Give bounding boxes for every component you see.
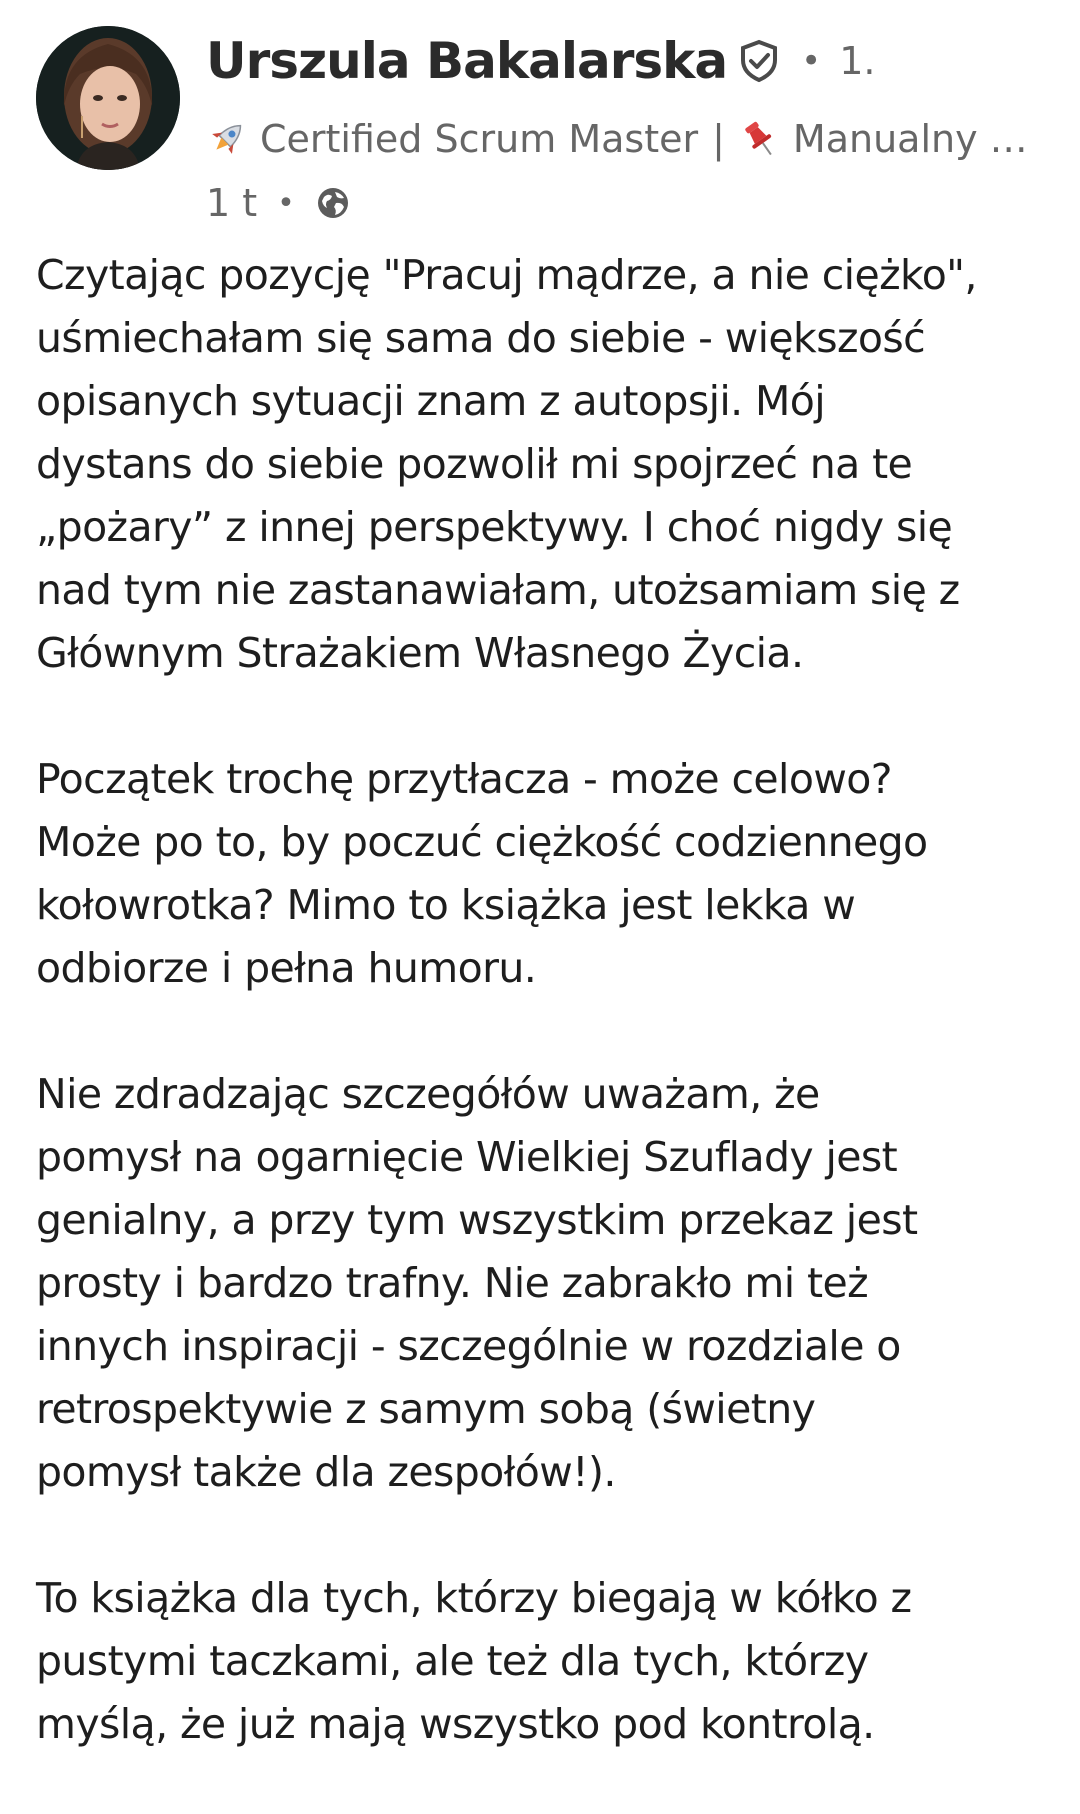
text-line: pomysł na ogarnięcie Wielkiej Szuflady jest <box>36 1133 898 1181</box>
text-line: pomysł także dla zespołów!). <box>36 1448 616 1496</box>
author-line <box>206 30 875 92</box>
paragraph <box>36 244 1046 685</box>
pushpin-icon <box>739 118 781 160</box>
post-meta <box>206 178 351 228</box>
text-line: odbiorze i pełna humoru. <box>36 944 537 992</box>
paragraph <box>36 1567 1046 1756</box>
text-line: opisanych sytuacji znam z autopsji. Mój <box>36 377 826 425</box>
author-headline <box>206 114 1056 164</box>
text-line: Nie zdradzając szczegółów uważam, że <box>36 1070 820 1118</box>
headline-part-1: Certified Scrum Master <box>260 117 699 161</box>
avatar-portrait <box>36 26 180 170</box>
post-time: 1 t <box>206 181 258 225</box>
text-line: To książka dla tych, którzy biegają w kółko z <box>36 1574 912 1622</box>
post-body <box>36 244 1046 1756</box>
separator-dot: • <box>801 41 822 81</box>
separator-dot: • <box>277 185 295 221</box>
author-name[interactable]: Urszula Bakalarska <box>206 32 728 90</box>
text-line: uśmiechałam się sama do siebie - większość <box>36 314 926 362</box>
post-header <box>36 26 1056 225</box>
connection-degree: 1. <box>839 39 876 83</box>
verified-shield-icon <box>739 39 779 83</box>
paragraph <box>36 1063 1046 1504</box>
text-line: dystans do siebie pozwolił mi spojrzeć na te <box>36 440 913 488</box>
text-line: Początek trochę przytłacza - może celowo? <box>36 755 892 803</box>
text-line: retrospektywie z samym sobą (świetny <box>36 1385 816 1433</box>
author-avatar[interactable] <box>36 26 180 170</box>
text-line: pustymi taczkami, ale też dla tych, którzy <box>36 1637 869 1685</box>
text-line: „pożary” z innej perspektywy. I choć nigdy się <box>36 503 953 551</box>
text-line: genialny, a przy tym wszystkim przekaz jest <box>36 1196 918 1244</box>
text-line: Czytając pozycję "Pracuj mądrze, a nie ciężko", <box>36 251 977 299</box>
headline-part-2: Manualny … <box>792 117 1028 161</box>
paragraph <box>36 748 1046 1000</box>
headline-separator: | <box>712 117 725 161</box>
text-line: Może po to, by poczuć ciężkość codziennego <box>36 818 928 866</box>
rocket-icon <box>206 118 248 160</box>
text-line: Głównym Strażakiem Własnego Życia. <box>36 629 804 677</box>
text-line: myślą, że już mają wszystko pod kontrolą. <box>36 1700 875 1748</box>
globe-icon <box>315 185 351 221</box>
text-line: kołowrotka? Mimo to książka jest lekka w <box>36 881 856 929</box>
text-line: prosty i bardzo trafny. Nie zabrakło mi też <box>36 1259 868 1307</box>
text-line: nad tym nie zastanawiałam, utożsamiam się z <box>36 566 960 614</box>
text-line: innych inspiracji - szczególnie w rozdziale o <box>36 1322 901 1370</box>
